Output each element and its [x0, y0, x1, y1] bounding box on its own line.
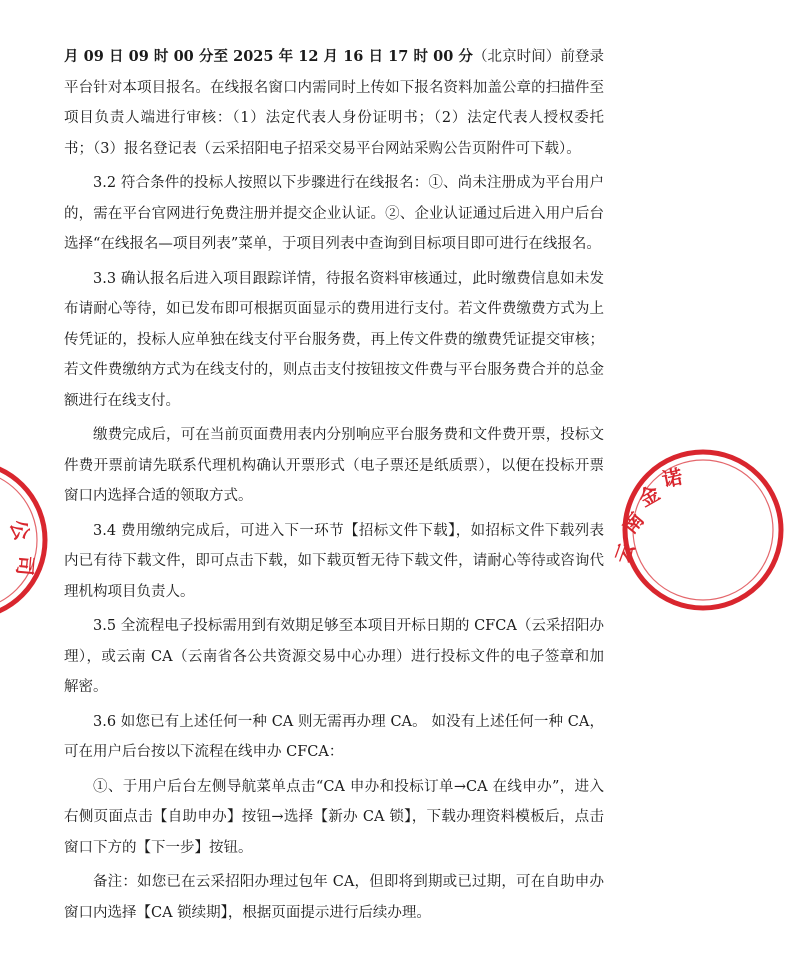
paragraph-3-5: 3.5 全流程电子投标需用到有效期足够至本项目开标日期的 CFCA（云采招阳办理），或云南 CA（云南省各公共资源交易中心办理）进行投标文件的电子签章和加解密。: [64, 618, 604, 695]
paragraph-registration-time: [64, 42, 604, 164]
right-seal-stamp: [610, 445, 788, 615]
svg-text:诺: 诺: [660, 464, 685, 492]
svg-text:云: 云: [610, 539, 640, 567]
svg-text:公: 公: [5, 516, 35, 544]
paragraph-ca-step: ①、于用户后台左侧导航菜单点击“CA 申办和投标订单→CA 在线申办”，进入右侧页面点击【自助申办】按钮→选择【新办 CA 锁】，下载办理资料模板后，点击窗口下方的【下一步】按钮。: [64, 778, 604, 856]
paragraph-3-4: 3.4 费用缴纳完成后，可进入下一环节【招标文件下载】，如招标文件下载列表内已有待下载文件，即可点击下载，如下载页暂无待下载文件，请耐心等待或咨询代理机构项目负责人。: [64, 522, 604, 600]
svg-text:金: 金: [634, 480, 664, 512]
document-body: [64, 42, 604, 932]
paragraph-3-2: 3.2 符合条件的投标人按照以下步骤进行在线报名：①、尚未注册成为平台用户的，需在平台官网进行免费注册并提交企业认证。②、企业认证通过后进入用户后台选择“在线报名—项目列表”菜单，于项目列表中查询到目标项目即可进行在线报名。: [64, 175, 604, 252]
svg-text:司: 司: [12, 554, 38, 577]
svg-text:南: 南: [617, 507, 649, 539]
paragraph-remark: 备注：如您已在云采招阳办理过包年 CA，但即将到期或已过期，可在自助申办窗口内选择【CA 锁续期】，根据页面提示进行后续办理。: [64, 874, 604, 921]
registration-requirements: （北京时间）前登录平台针对本项目报名。在线报名窗口内需同时上传如下报名资料加盖公章的扫描件至项目负责人端进行审核：（1）法定代表人身份证明书；（2）法定代表人授权委托书；（3）报名登记表（云采招阳电子招采交易平台网站采购公告页附件可下载）。: [64, 49, 604, 157]
registration-time-range: 月 09 日 09 时 00 分至 2025 年 12 月 16 日 17 时 00 分: [64, 48, 473, 65]
paragraph-3-3: 3.3 确认报名后进入项目跟踪详情，待报名资料审核通过，此时缴费信息如未发布请耐心等待，如已发布即可根据页面显示的费用进行支付。若文件费缴费方式为上传凭证的，投标人应单独在线支付平台服务费，再上传文件费的缴费凭证提交审核；若文件费缴纳方式为在线支付的，则点击支付按钮按文件费与平台服务费合并的总金额进行在线支付。: [64, 270, 604, 409]
paragraph-invoice: 缴费完成后，可在当前页面费用表内分别响应平台服务费和文件费开票，投标文件费开票前请先联系代理机构确认开票形式（电子票还是纸质票），以便在投标开票窗口内选择合适的领取方式。: [64, 427, 604, 504]
paragraph-3-6: 3.6 如您已有上述任何一种 CA 则无需再办理 CA。 如没有上述任何一种 CA，可在用户后台按以下流程在线申办 CFCA：: [64, 713, 604, 760]
left-seal-stamp: [0, 455, 52, 625]
